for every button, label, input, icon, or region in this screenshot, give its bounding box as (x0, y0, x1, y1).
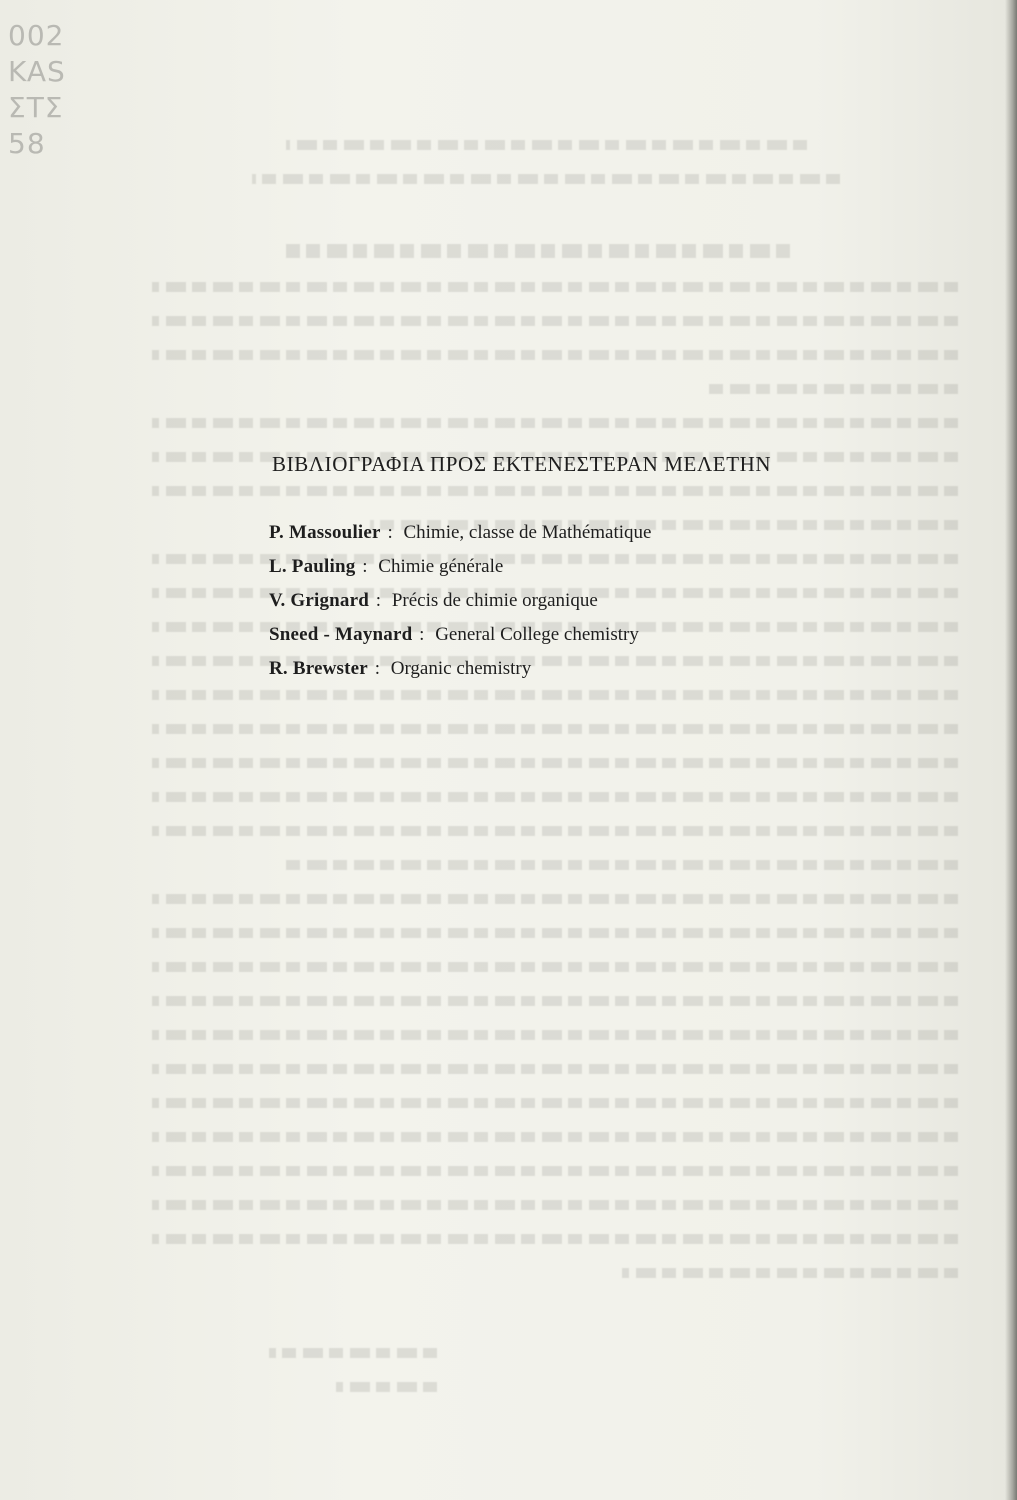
entry-separator: : (375, 590, 382, 611)
entry-author: L. Pauling (269, 556, 356, 577)
bibliography-entry (269, 590, 651, 624)
bibliography-list (269, 522, 651, 692)
entry-separator: : (419, 624, 425, 645)
bibliography-entry (269, 658, 651, 692)
entry-author: V. Grignard (269, 590, 370, 611)
bibliography-title: ΒΙΒΛΙΟΓΡΑΦΙΑ ΠΡΟΣ ΕΚΤΕΝΕΣΤΕΡΑΝ ΜΕΛΕΤΗΝ (272, 452, 772, 476)
entry-separator: : (362, 556, 368, 577)
margin-note: 002 (8, 19, 65, 52)
entry-work: General College chemistry (435, 624, 639, 645)
entry-separator: : (374, 658, 380, 679)
entry-author: R. Brewster (269, 658, 368, 679)
entry-author: P. Massoulier (269, 522, 381, 543)
bibliography-entry (269, 556, 651, 590)
margin-note: ΣΤΣ (8, 91, 64, 124)
entry-work: Organic chemistry (390, 658, 532, 679)
bibliography-entry (269, 522, 651, 556)
entry-separator: : (387, 522, 393, 543)
margin-note: KAS (8, 55, 66, 88)
entry-author: Sneed - Maynard (269, 624, 413, 645)
entry-work: Précis de chimie organique (391, 590, 598, 611)
margin-note: 58 (8, 127, 46, 160)
entry-work: Chimie générale (378, 556, 504, 577)
bibliography-entry (269, 624, 651, 658)
entry-work: Chimie, classe de Mathématique (403, 522, 652, 543)
